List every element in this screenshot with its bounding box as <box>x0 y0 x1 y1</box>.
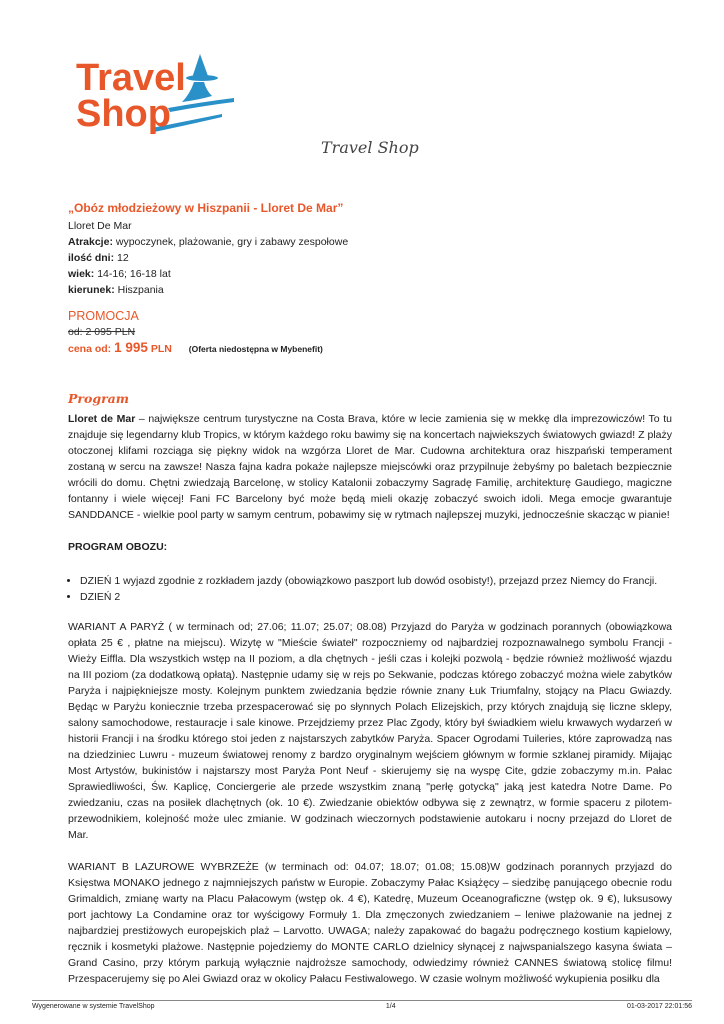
info-value: Hiszpania <box>117 284 164 296</box>
info-value: wypoczynek, plażowanie, gry i zabawy zespołowe <box>115 236 349 248</box>
footer-generated: Wygenerowane w systemie TravelShop <box>32 1003 155 1010</box>
list-item: • DZIEŃ 2 <box>80 589 672 605</box>
variant-b-paragraph: WARIANT B LAZUROWE WYBRZEŻE (w terminach od: 04.07; 18.07; 01.08; 15.08)W godzinach porannych przyjazd do Księstwa MONAKO jednego z najmniejszych państw w Europie. Zobaczymy Pałac Książęcy – siedzibę panującego obecnie rodu Grimaldich, zmianę warty na Placu Pałacowym (wstęp ok. 4 €), Katedrę, Muzeum Oceanograficzne (wstęp ok. 9 €), luksusowy port jachtowy La Condamine oraz tor wyścigowy Formuły 1. Dla zmęczonych zwiedzaniem – leniwe plażowanie na jednej z najbardziej prestiżowych europejskich plaż – Larvotto. UWAGA; należy zapakować do bagażu podręcznego kostium kąpielowy, ręcznik i kosmetyki plażowe. Następnie pojedziemy do MONTE CARLO dzielnicy słynącej z najwspanialszego kasyna świata – Grand Casino, przy którym parkują wyłącznie najdroższe samochody, odwiedzimy również CANNES światową stolicę filmu! Przespacerujemy się po Alei Gwiazd oraz w okolicy Pałacu Festiwalowego. W czasie wolnym możliwość wykupienia posiłku dla <box>68 861 672 985</box>
info-value: 12 <box>117 252 129 264</box>
offer-title: „Obóz młodzieżowy w Hiszpanii - Lloret De Mar” <box>68 201 344 215</box>
brand-name: Travel Shop <box>321 138 419 157</box>
logo-word-travel: Travel <box>76 57 186 99</box>
page-footer <box>32 1000 692 1010</box>
info-label: Atrakcje: <box>68 236 113 248</box>
info-label: kierunek: <box>68 284 115 296</box>
info-age <box>68 266 672 282</box>
info-value: 14-16; 16-18 lat <box>97 268 171 280</box>
offer-subtitle: Lloret De Mar <box>68 220 132 232</box>
program-intro <box>68 411 672 523</box>
footer-page-number: 1/4 <box>385 1003 396 1010</box>
info-days <box>68 250 672 266</box>
price-note: (Oferta niedostępna w Mybenefit) <box>188 344 323 354</box>
days-list <box>68 573 672 605</box>
program-title: Program <box>68 391 129 406</box>
price-line <box>68 340 672 357</box>
price-prefix: cena od: <box>68 343 112 355</box>
info-direction <box>68 282 672 298</box>
old-price: od: 2 095 PLN <box>68 326 136 338</box>
travelshop-logo <box>72 50 242 145</box>
footer-timestamp: 01-03-2017 22:01:56 <box>626 1003 692 1010</box>
info-label: wiek: <box>68 268 95 280</box>
intro-bold: Lloret de Mar <box>68 413 136 425</box>
price-currency: PLN <box>150 343 172 355</box>
info-attractions <box>68 234 672 250</box>
intro-text: – największe centrum turystyczne na Costa Brava, które w lecie zamienia się w mekkę dla imprezowiczów! To tu znajduje się legendarny klub Tropics, w którym każdego roku bawimy się na koncertach najwiekszych światowych gwiazd! Z plaży otoczonej klifami rozciąga się piękny widok na wzgórza Lloret de Mar. Cudowna architektura oraz hiszpański temperament zostaną w sercu na zawsze! Nasza fajna kadra pokaże najlepsze miejscówki oraz przypilnuje żebyśmy po baletach bezpiecznie wrócili do domu. Chętni zwiedzają Barcelonę, w stolicy Katalonii zobaczymy Sagradę Familię, architekturę Gaudiego, magiczne fontanny i wiele więcej! Fani FC Barcelony być może będą mieli okazję zobaczyć swoich idoli. Mega emocje gwarantuje SANDDANCE - wielkie pool party w samym centrum, pobawimy się w rytmach najlepszej muzyki, jednocześnie skacząc w pianie! <box>68 413 672 521</box>
info-label: ilość dni: <box>68 252 115 264</box>
variant-a-paragraph: WARIANT A PARYŻ ( w terminach od; 27.06; 11.07; 25.07; 08.08) Przyjazd do Paryża w godzinach porannych (obowiązkowa opłata 25 € , płatne na miejscu). Wizytę w "Mieście świateł" rozpoczniemy od najbardziej rozpoznawalnego symbolu Francji - Wieży Eiffla. Dla wszystkich wstęp na II poziom, a dla chętnych - jeśli czas i kolejki pozwolą - będzie również możliwość wjazdu na III poziom (za dodatkową opłatą). Następnie udamy się w rejs po Sekwanie, podczas którego zobaczyć można wiele zabytków Paryża i najpiękniejsze mosty. Kolejnym punktem zwiedzania będzie równie znany Łuk Triumfalny, stojący na Placu Gwiazdy. Będąc w Paryżu koniecznie trzeba przespacerować się po słynnych Polach Elizejskich, przy których znajdują się liczne sklepy, salony samochodowe, restauracje i sale kinowe. Przejdziemy przez Plac Zgody, który był świadkiem wielu krwawych wydarzeń w historii Francji i na środku którego stoi jeden z najstarszych zabytków Paryża. Spacer Ogrodami Tuileries, które zaprowadzą nas na dziedziniec Luwru - muzeum światowej renomy z bardzo oryginalnym wejściem głównym w formie szklanej piramidy. Mijając Most Artystów, bukinistów i najstarszy most Paryża Pont Neuf - skierujemy się na wyspę Cite, gdzie zobaczymy m.in. Pałac Sprawiedliwości, Św. Kaplicę, Conciergerie ale przede wszystkim znaną "perłę gotycką" jaką jest katedra Notre Dame. Po zwiedzaniu, czas na posiłek dlachętnych (ok. 10 €). Zwiedzanie obiektów odbywa się z zewnątrz, w formie spaceru z pilotem-przewodnikiem, kolejność może ulec zmianie. W godzinach wieczornych podstawienie autokaru i nocny przejazd do Lloret de Mar. <box>68 621 672 841</box>
price-value: 1 995 <box>114 340 148 355</box>
program-subheading: PROGRAM OBOZU: <box>68 541 168 553</box>
logo-word-shop: Shop <box>76 93 171 135</box>
list-item: • DZIEŃ 1 wyjazd zgodnie z rozkładem jazdy (obowiązkowo paszport lub dowód osobisty!), przejazd przez Niemcy do Francji. <box>80 573 672 589</box>
promo-label: PROMOCJA <box>68 309 139 323</box>
offer-content <box>68 200 672 1003</box>
